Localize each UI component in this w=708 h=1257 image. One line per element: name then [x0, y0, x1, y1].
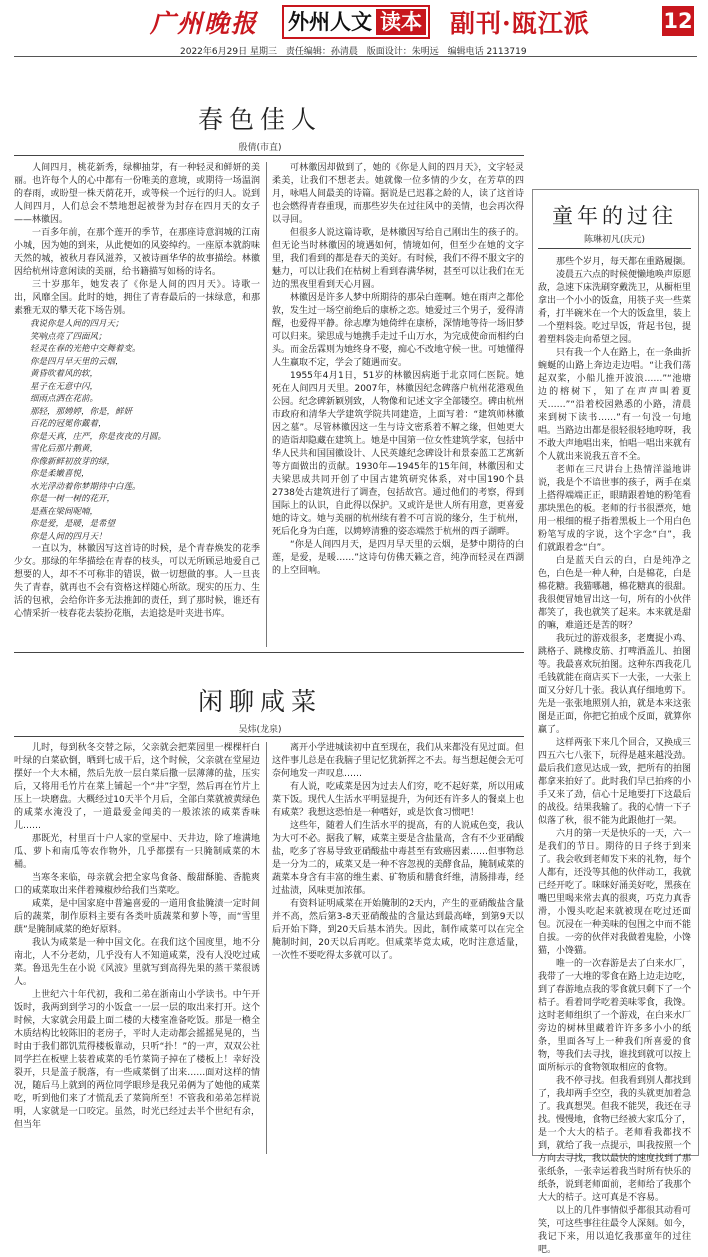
column-divider — [266, 742, 267, 1154]
poem-line: 你是天真，庄严，你是夜夜的月圆。 — [30, 431, 167, 442]
article2-title: 闲聊咸菜 — [197, 687, 322, 716]
column-divider — [266, 162, 267, 647]
paragraph: 以上的几件事情似乎都很其动看可笑，可这些事往往最令人深刻。如今，我记下来，用以追忆我那童年的过往吧。 — [538, 1206, 692, 1255]
poem-line: 笑响点亮了四面风； — [30, 331, 107, 342]
poem-line: 黄昏吹着风的软， — [30, 369, 99, 379]
paragraph: 儿时，每到秋冬交替之际，父亲就会把菜园里一棵棵杆白叶绿的白菜砍倒，晒到七成干后，这个时候，父亲就在堂屋边摆好一个大木桶，然后先放一层白菜后撒一层薄薄的盐，压实后，又将用毛竹片在菜上铺起一个“井”字型，然后再在竹片上压上一块磨盘。大概经过10天半个月后，全部白菜就被黄绿色的咸菜水淹没了，一道最爱金闻美的一般浓浓的咸菜香味儿…… — [14, 743, 260, 831]
poem-line: 星子在无意中闪， — [30, 381, 99, 392]
poem-line: 那轻，那娉婷，你是，鲜妍 — [30, 406, 133, 417]
column-name-highlight: 读本 — [376, 9, 426, 35]
article2-column-1 — [14, 742, 260, 1154]
article1-title: 春色佳人 — [197, 105, 322, 134]
masthead — [0, 0, 708, 40]
poem-line: 水光浮动着你梦期待中白莲。 — [30, 481, 141, 492]
paragraph: 上世纪六十年代初，我和二弟在浙南山小学读书。中午开饭时，我两到到学习的小饭盒一一层一层的取出来打开。这个时候，大家就会用最上面二楼的大楼室准备吃饭。那是一檐全木质结构比较陈旧的老房子，平时人走动都会摇摇晃晃的，当时由于我们都饥荒得楼板靠动，只听“扑！”的一声，双双公社同学拦在板壁上装着咸菜的毛竹菜筒子掉在了楼板上！幸好没裂开，只是盖子脱落，有一些咸菜倒了出来……面对这样的情况，随后马上就到的两位同学眼珍是我兄弟俩为了她他的咸菜吃，听到他们来了才慌乱丢了菜筒所至！不管我和弟弟怎样说明，人家就是一口咬定。虽然，时光已经过去半个世纪有余，但当年 — [14, 990, 260, 1130]
paragraph: 我认为咸菜是一种中国文化。在我们这个国度里，地不分南北，人不分老幼，几乎没有人不知道咸菜，没有人没吃过咸菜。鲁迅先生在小说《风波》里就写到高得先果的蒸干菜很诱人。 — [14, 938, 260, 987]
paragraph: 人间四月，桃花新秀，绿柳抽芽，有一种轻灵和鲜妍的美丽。也许每个人的心中都有一份唯美的意境，或期待一场温润的春雨，或盼望一株天荫花开，或等候一个远行的归人。说到人间四月，人们总会不禁地想起被誉为封存在四月天的女子——林徽因。 — [14, 163, 260, 225]
poem-line: 你是柔嫩喜悦， — [30, 469, 90, 479]
poem-line: 你是爱，是暖，是希望 — [30, 519, 116, 529]
paragraph: 我不停寻找。但我看到别人都找到了，我却两手空空，我的头就更加着急了。我真想哭。但我不能哭，我还在寻找。慢慢地，食物已经被大家瓜分了，是一个大大的桔子。老师看我都找不到，就给了我一点提示，叫我按照一个方向去寻找，我以最快的速度找到了那张纸条，一张幸运着我当时所有快乐的纸条，说到老师面前，老师给了我那个大大的桔子。这可真是不容易。 — [538, 1076, 692, 1203]
paragraph: 咸菜，是中国家庭中普遍喜爱的一道用食盐腌渍一定时间后的蔬菜，制作原料主要有各类叶质蔬菜和萝卜等，而“雪里蕻”是腌制咸菜的绝好原料。 — [14, 899, 260, 935]
article3-column — [538, 256, 692, 1255]
supplement-name: 副刊·瓯江派 — [450, 9, 590, 38]
article2-top-rule — [14, 652, 524, 653]
article1-column-2 — [272, 162, 524, 647]
column-name: 外州人文 — [288, 9, 372, 34]
article3-byline: 陈琳初凡(庆元) — [583, 235, 646, 245]
article1-rule — [14, 155, 524, 156]
column-name-box — [282, 5, 430, 39]
paragraph: “你是人间四月天，是四月早天里的云烟，是梦中期待的白莲，是爱，是暖……”这诗句仿佛天籁之音，纯净而轻灵在西湖的上空回响。 — [272, 540, 524, 576]
paragraph: 唯一的一次春游是去了白来水厂，我带了一大堆的零食在路上边走边吃，到了春游地点我的零食就只剩下了一个桔子。看着同学吃着美味零食，我馋。这时老师组织了一个游戏，在白来水厂旁边的树林里藏着许许多多小小的纸条，里面各写上一种我们所喜爱的食物，等我们去寻找，谁找到就可以按上面所标示的食物领取相应的食物。 — [538, 959, 692, 1073]
paragraph: 有资料证明咸菜在开始腌制的2天内，产生的亚硝酸盐含量并不高，然后第3-8天亚硝酸盐的含量达到最高峰，到第9天以后开始下降，到20天后基本消失。因此，制作咸菜可以在完全腌制时间，20天以后再吃。但咸菜毕竟太咸，吃时注意适量，一次性不要吃得太多就可以了。 — [272, 899, 524, 961]
article2-byline: 吴炜(龙泉) — [238, 725, 282, 735]
poem — [14, 318, 260, 543]
poem-line: 你像新鲜初放芽的绿， — [30, 456, 116, 467]
paragraph: 这些年，随着人们生活水平的提高，有的人说咸色变，我认为大可不必。据我了解，咸菜主要是含盐量高，含有不少亚硝酸盐，吃多了容易导致亚硝酸盐中毒甚至有致癌因素……但事物总是一分为二的，咸菜又是一种不容忽视的美酵食品，腌制咸菜的蔬菜本身含有丰富的维生素、矿物质和膳食纤维，清肠排毒，经过盐渍，风味更加浓郁。 — [272, 821, 525, 896]
poem-line: 雪化后那片鹅黄， — [30, 444, 99, 454]
poem-line: 你是一树一树的花开， — [30, 494, 116, 504]
paragraph: 那既光，村里百十户人家的堂屋中、天井边，除了堆满地瓜、萝卜和南瓜等农作物外，几乎都摆有一只腌制咸菜的木桶。 — [14, 834, 260, 870]
designer: 版面设计：朱明远 — [366, 47, 439, 57]
paragraph: 只有我一个人在路上，在一条曲折蜿蜒的山路上奔边走边唱。“让我们荡起双桨，小船儿推开波浪……”“池塘边的榕树下，知了在声声叫着夏天……”“沿着校园熟悉的小路，清晨来到树下读书……”有一句没一句地唱。当路边出都是很轻很轻地哼呀，我不敢大声地唱出来，怕唱一唱出来就有个人就出来说我五音不全。 — [538, 348, 692, 462]
paragraph: 可林徽因却做到了，她的《你是人间的四月天》，文字轻灵柔美，让我们不想老去。她就像一位多情的少女，在芳草的四月，咏唱人间最美的诗篇。据说是已迟暮之龄的人，读了这首诗也会燃得青春重现，而那些岁失在过往风中的美情，也会再次得以寻回。 — [272, 163, 525, 225]
poem-line: 我说你是人间的四月天； — [30, 319, 124, 329]
paragraph: 三十岁那年，她发表了《你是人间的四月天》。诗歌一出，风靡全国。此时的她，拥住了青春最后的一抹绿意，和那素雅无双的攀天花下场告别。 — [14, 280, 260, 316]
editor: 责任编辑：孙清晨 — [285, 47, 358, 57]
poem-line: 是燕在梁间呢喃， — [30, 506, 99, 517]
phone: 编辑电话 2113719 — [447, 47, 527, 57]
poem-line: 轻灵在春的光艳中交舞着变。 — [30, 344, 141, 354]
paragraph: 有人说，吃咸菜是因为过去人们穷，吃不起好菜，所以用咸菜下饭。现代人生活水平明显提升，为何还有许多人的餐桌上也有咸菜？我想这恐怕是一种嗜好，或是饮食习惯吧！ — [272, 782, 525, 818]
poem-line: 你是人间的四月天！ — [30, 531, 107, 542]
header-rule — [14, 56, 697, 57]
poem-line: 细雨点洒在花前。 — [30, 394, 99, 404]
article3-title: 童年的过往 — [552, 204, 677, 228]
article3-rule — [538, 248, 691, 249]
poem-line: 你是四月早天里的云烟， — [30, 356, 124, 367]
paragraph: 但很多人说这篇诗歌，是林徽因写给自己刚出生的孩子的。但无论当时林徽因的境遇如何，情境如何，但至少在她的文字里，我们看到的都是春天的美好。有时候，我们不得不服文字的魅力，可以让我们在枯树上看到春满华树，甚至可以让我们在无边的黑夜里看到天心月圆。 — [272, 228, 525, 290]
paragraph: 那些个岁月，每天都在重路履撷。 — [556, 257, 692, 267]
article1-column-1 — [14, 162, 260, 647]
paragraph: 一百多年前，在那个莲开的季节，在那座诗意润城的江南小城，因为她的到来，从此便如的风姿绰约。一座原本就韵味天然的城，被秋月春风滋养，又被诗画华华的故事描绘。林徽因给杭州诗意闲读的美丽，给书籍描写如杨的诗名。 — [14, 228, 260, 277]
paragraph: 白是蓝天白云的白，白是纯净之色，白色是一种人种，白是棉花，白是棉花糖。我猫哪趟，棉花糖真的很甜。我很便冒她冒出这一句，所有的小伙伴都笑了，我也就笑了起来。本来就是甜的嘛，难道还是苦的呀？ — [538, 556, 692, 631]
paragraph: 我玩过的游戏很多，老鹰捉小鸡、跳格子、跳橡皮筋、打啤酒盖儿、拍图等。我最喜欢玩拍图。这种东西我花几毛钱就能在商店买下一大张，一大张上面又分好几十张。我认真仔细地剪下。先是一张张地照别人拍，就是本来这张图是正面，你把它拍成个反面，就算你赢了。 — [538, 634, 692, 735]
paragraph: 老师在三尺讲台上热情洋溢地讲说，我是个不谙世事的孩子，两手在桌上搭得端端正正，眼睛跟着她的粉笔看那块黑色的板。老师的行书很漂亮，她用一根细的棍子指着黑板上一个用白色粉笔写成的字说，这个字念“白”，我们就跟着念“白”。 — [538, 465, 692, 553]
article2-column-2 — [272, 742, 524, 1154]
date-line: 2022年6月29日 星期三 — [180, 47, 277, 57]
paragraph: 离开小学进城读初中直至现在，我们从来都没有见过面。但这件事儿总是在我脑子里记忆犹新挥之不去。每当想起便会无可奈何地发一声叹息…… — [272, 743, 525, 779]
page-number: 12 — [662, 6, 694, 36]
article1-byline: 殷倩(市直) — [238, 143, 282, 153]
paragraph: 林徽因是许多人梦中所期待的那朵白莲啊。她在雨声之都伦敦，发生过一场空前绝后的康桥之恋。她爱过三个男子，爱得清醒，也爱得平静。徐志摩为她倚绊在康桥，深情地等待一场旧梦可以归来。梁思成与她携手走过千山万水，为完成使命而相约白头。而金岳霖则为她终身不娶，痴心不改地守候一世。可她懂得人生赢取不定，学会了随遇而安。 — [272, 293, 525, 368]
paragraph: 一直以为，林徽因写这首诗的时候，是个青春焕发的花季少女。那绿的年华描绘在青春的枝头，可以无所顾忌地爱自己想要的人，却不不可称非的错误，做一切想做的事。人一旦丧失了青春，就再也不会有资格这样随心所欲。现实的压力、生活的包袱，会给你许多无法推卸的责任，到了那时候，谁还有心情采折一枝春花去装扮花瓶，去追捻是叶夹进书库。 — [14, 544, 260, 619]
paper-name: 广州晚报 — [150, 9, 259, 38]
poem-line: 百花的冠冕你戴着， — [30, 419, 107, 429]
article2-rule — [14, 736, 524, 737]
paragraph: 1955年4月1日，51岁的林徽因病逝于北京同仁医院。她死在人间四月天里。2007年，林徽因纪念碑落户杭州花港观鱼公园。纪念碑新颖别致，人物像和记述文字全部镂空。碑由杭州市政府和清华大学建筑学院共同建造，上面写着：“建筑师林徽因之墓”。尽管林徽因这一生与诗文密系着不解之缘，但她更大的造诣却隐藏在建筑上。她是中国第一位女性建筑学家，包括中华人民共和国国徽设计、人民英雄纪念碑设计和景泰蓝工艺寓新等方面做出的贡献。1930年—1945年的15年间，林徽因和丈夫梁思成共同开创了中国古建筑研究体系，对中国190个县2738处古建筑进行了调查，包括故宫。通过他们的考察，得到国际上的认识，自此得以保护。又或许是世人所有用意，更喜爱她的诗文。她与美丽的杭州续有着不可言说的缘分，生于杭州，死后化身为白莲，以娉婷清雅的姿态端然于杭州的西子湖畔。 — [272, 371, 525, 537]
paragraph: 当寒冬来临，母亲就会把全家鸟食备、酸甜酥脆、香脆爽口的咸菜取出来伴着辣椒炒给我们当菜吃。 — [14, 873, 260, 896]
paragraph: 这样两张下来几个回合，又换成三四五六七八张下，玩得是越来越没劲。最后我们意见达成一致，把所有的拍图都拿来拍好了。此时我们早已拍疼的小手又来了劲，信心十足地要打下这最后的战役。结果我输了。我的心情一下子似落了秋，很不能为此跟他打一架。 — [538, 738, 692, 826]
paragraph: 六月的第一天是快乐的一天，六一是我们的节日。期待的日子终于到来了。我会收到老师发下来的礼物，每个人都有，还没等其他的伙伴动工，我就已经开吃了。咪咪好涌美好吃，黑孩在嘴巴里喝来常去真的很爽，巧克力真香滑，小馒头吃起来就被现在吃过还面包。沉浸在一种美味的包围之中而不能自拔。一旁的伙伴对我做着鬼脸，小馋猫，小馋猫。 — [538, 829, 692, 956]
paragraph: 凌晨五六点的时候便懒地唤声原愿敌，急速下床洗刷穿戴洗卫，从橱柜里拿出一个小小的饭盒，用筷子夹一些菜肴，打半碗米在一个大的饭盒里，装上一个塑料袋。吃过早饭，背起书包，提着塑料袋走向希望之园。 — [538, 270, 692, 345]
